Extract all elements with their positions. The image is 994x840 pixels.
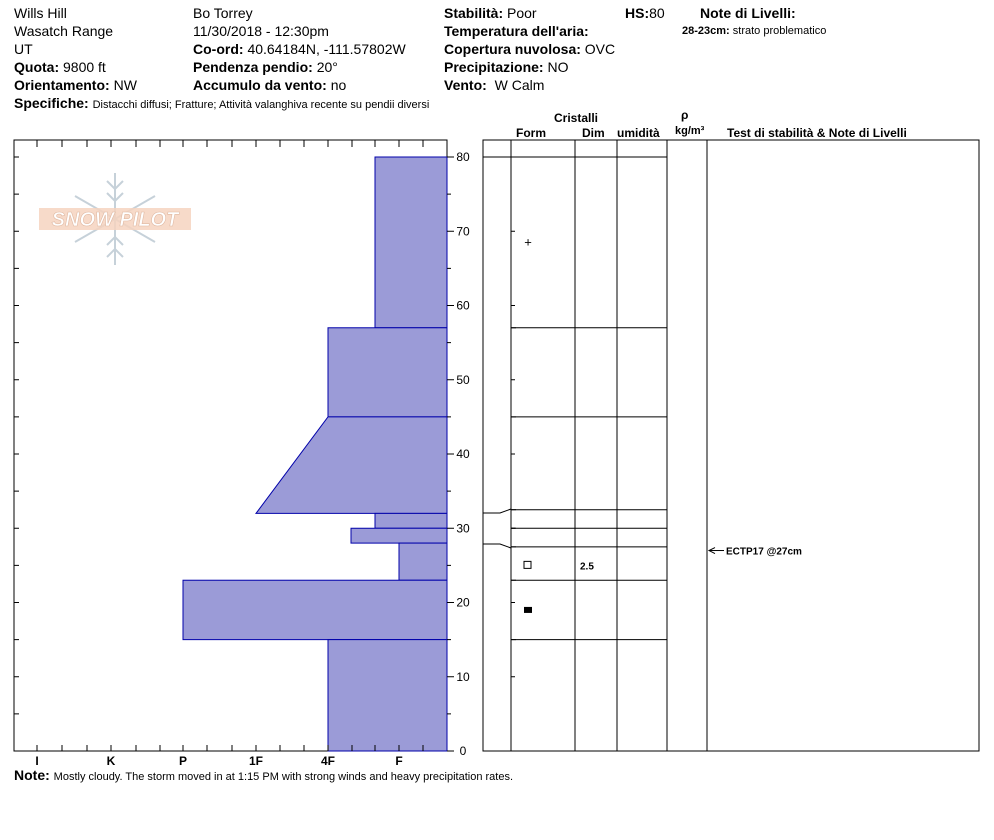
depth-tick-label-20: 20 [456,595,470,610]
layer-notes-label: Note di Livelli: [700,5,796,21]
range: Wasatch Range [14,23,114,39]
col-umidita: umidità [617,126,660,140]
sky-value: OVC [584,41,616,57]
specifics-text: Distacchi diffusi; Fratture; Attività valanghiva recente su pendii diversi [92,99,430,111]
hardness-category-P: P [178,754,188,768]
note-text: Mostly cloudy. The storm moved in at 1:15 PM with strong winds and heavy precipitation rates. [53,771,514,783]
wind-loading-value: no [330,77,347,93]
hardness-category-1F: 1F [248,754,264,768]
depth-tick-label-70: 70 [456,224,470,239]
depth-tick-label-80: 80 [456,150,470,164]
hardness-bar-1 [328,328,447,417]
grain-size-1: 2.5 [580,561,594,573]
specifics-label: Specifiche: [14,95,89,111]
observer: Bo Torrey [193,5,253,21]
slope-label: Pendenza pendio: [193,59,313,75]
hardness-bar-3 [375,513,447,528]
slope-value: 20° [316,59,338,75]
hardness-category-F: F [395,754,403,768]
hardness-bar-4 [351,528,447,543]
snowpilot-logo [39,173,191,265]
col-cristalli: Cristalli [554,111,599,125]
depth-tick-label-60: 60 [456,298,470,313]
test-label-0: ECTP17 @27cm [726,546,802,558]
elevation-value: 9800 ft [63,59,106,75]
depth-tick-label-10: 10 [456,669,470,684]
layer-connector-28 [483,544,511,548]
depth-tick-label-50: 50 [456,372,470,387]
hardness-bar-5 [399,543,447,580]
precip-value: NO [547,59,569,75]
col-dim: Dim [582,126,605,140]
note-label: Note: [14,767,50,783]
hardness-bar-0 [375,157,447,328]
datetime: 11/30/2018 - 12:30pm [193,23,329,39]
col-rho: ρ [681,108,689,122]
depth-tick-label-0: 0 [459,744,467,758]
col-density-unit: kg/m³ [675,125,705,137]
wind-value: W Calm [494,77,545,93]
wind-loading-label: Accumulo da vento: [193,77,327,93]
layer-note-text: strato problematico [732,25,827,37]
precip-label: Precipitazione: [444,59,544,75]
hardness-bar-2 [256,417,447,514]
col-tests: Test di stabilità & Note di Livelli [727,126,907,140]
hs-value: 80 [649,5,665,21]
stability-label: Stabilità: [444,5,504,21]
aspect-value: NW [113,77,137,93]
air-temp-label: Temperatura dell'aria: [444,23,589,39]
layer-table-frame [483,140,979,751]
layer-note-depth: 28-23cm: [682,25,730,37]
layer-connector-32 [483,509,511,513]
coords-value: 40.64184N, -111.57802W [247,41,406,57]
logo-text: SNOW PILOT [51,209,179,231]
hardness-category-K: K [106,754,116,768]
depth-tick-label-30: 30 [456,521,470,536]
elevation-label: Quota: [14,59,60,75]
grain-form-plus-0: + [524,234,532,250]
wind-label: Vento: [444,77,487,93]
grain-form-solid-2 [524,607,532,613]
grain-form-square-1 [524,561,531,568]
hs-label: HS: [625,5,650,21]
coords-label: Co-ord: [193,41,244,57]
depth-tick-label-40: 40 [456,447,470,461]
sky-label: Copertura nuvolosa: [444,41,581,57]
hardness-category-I: I [35,754,39,768]
hardness-category-4F: 4F [320,754,336,768]
col-form: Form [516,126,546,140]
hardness-bar-7 [328,640,447,751]
aspect-label: Orientamento: [14,77,110,93]
state: UT [14,41,33,57]
hardness-bar-6 [183,580,447,639]
stability-value: Poor [507,5,537,21]
location: Wills Hill [14,5,67,21]
